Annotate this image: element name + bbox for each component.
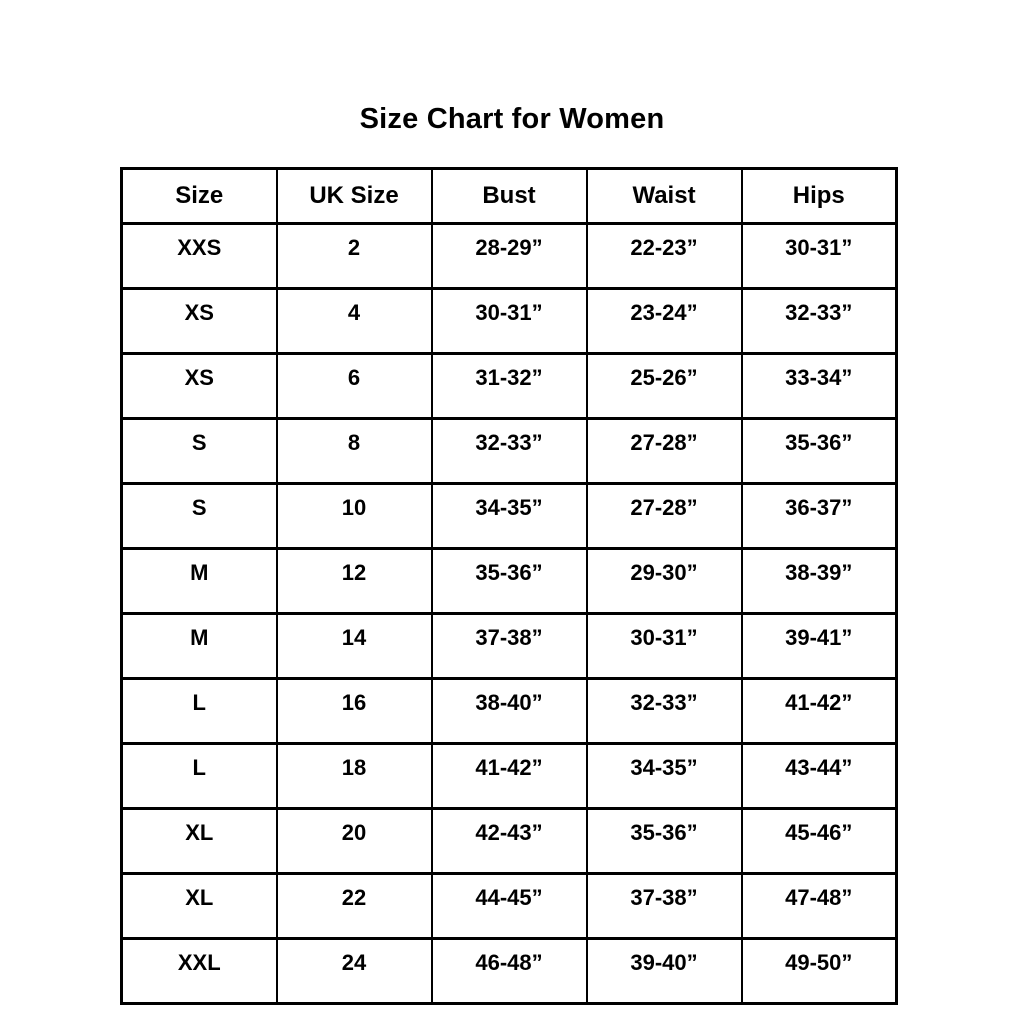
table-cell: 39-41” — [742, 614, 897, 679]
table-row — [122, 874, 897, 939]
table-cell: 49-50” — [742, 939, 897, 1004]
table-cell: 32-33” — [742, 289, 897, 354]
table-cell: 18 — [277, 744, 432, 809]
table-cell: 14 — [277, 614, 432, 679]
table-cell: XXS — [122, 224, 277, 289]
table-cell: S — [122, 484, 277, 549]
column-header-bust: Bust — [432, 169, 587, 224]
table-row — [122, 939, 897, 1004]
table-cell: 38-40” — [432, 679, 587, 744]
table-cell: 22-23” — [587, 224, 742, 289]
table-cell: 28-29” — [432, 224, 587, 289]
table-cell: 41-42” — [742, 679, 897, 744]
table-cell: 43-44” — [742, 744, 897, 809]
table-cell: S — [122, 419, 277, 484]
table-cell: 33-34” — [742, 354, 897, 419]
table-cell: 12 — [277, 549, 432, 614]
table-cell: 42-43” — [432, 809, 587, 874]
table-cell: 2 — [277, 224, 432, 289]
table-cell: 4 — [277, 289, 432, 354]
size-chart-table — [120, 167, 898, 1005]
table-cell: 32-33” — [587, 679, 742, 744]
column-header-size: Size — [122, 169, 277, 224]
table-cell: M — [122, 549, 277, 614]
table-cell: 20 — [277, 809, 432, 874]
table-row — [122, 809, 897, 874]
table-cell: 8 — [277, 419, 432, 484]
table-cell: L — [122, 744, 277, 809]
table-cell: 24 — [277, 939, 432, 1004]
table-cell: 45-46” — [742, 809, 897, 874]
table-cell: 29-30” — [587, 549, 742, 614]
header-row — [122, 169, 897, 224]
table-header — [122, 169, 897, 224]
table-cell: 22 — [277, 874, 432, 939]
table-cell: M — [122, 614, 277, 679]
table-row — [122, 614, 897, 679]
table-cell: XL — [122, 874, 277, 939]
table-cell: 23-24” — [587, 289, 742, 354]
table-cell: 30-31” — [432, 289, 587, 354]
table-cell: 30-31” — [742, 224, 897, 289]
table-row — [122, 484, 897, 549]
table-cell: 36-37” — [742, 484, 897, 549]
table-cell: 30-31” — [587, 614, 742, 679]
column-header-waist: Waist — [587, 169, 742, 224]
table-cell: 34-35” — [587, 744, 742, 809]
table-cell: 47-48” — [742, 874, 897, 939]
table-cell: 41-42” — [432, 744, 587, 809]
chart-title: Size Chart for Women — [359, 103, 665, 135]
table-cell: 35-36” — [742, 419, 897, 484]
table-cell: 27-28” — [587, 484, 742, 549]
table-cell: 34-35” — [432, 484, 587, 549]
table-row — [122, 224, 897, 289]
table-cell: 38-39” — [742, 549, 897, 614]
table-cell: 37-38” — [432, 614, 587, 679]
table-cell: XL — [122, 809, 277, 874]
table-cell: 37-38” — [587, 874, 742, 939]
table-cell: 44-45” — [432, 874, 587, 939]
table-cell: 27-28” — [587, 419, 742, 484]
table-row — [122, 549, 897, 614]
table-body — [122, 224, 897, 1004]
table-row — [122, 289, 897, 354]
table-cell: 32-33” — [432, 419, 587, 484]
table-cell: 39-40” — [587, 939, 742, 1004]
table-cell: 10 — [277, 484, 432, 549]
column-header-uk-size: UK Size — [277, 169, 432, 224]
table-cell: 35-36” — [432, 549, 587, 614]
table-cell: 46-48” — [432, 939, 587, 1004]
table-row — [122, 419, 897, 484]
table-cell: 31-32” — [432, 354, 587, 419]
table-row — [122, 744, 897, 809]
table-cell: 35-36” — [587, 809, 742, 874]
table-cell: 6 — [277, 354, 432, 419]
table-row — [122, 354, 897, 419]
table-cell: XS — [122, 354, 277, 419]
table-cell: L — [122, 679, 277, 744]
table-cell: 25-26” — [587, 354, 742, 419]
column-header-hips: Hips — [742, 169, 897, 224]
table-cell: XXL — [122, 939, 277, 1004]
table-cell: XS — [122, 289, 277, 354]
table-cell: 16 — [277, 679, 432, 744]
table-row — [122, 679, 897, 744]
